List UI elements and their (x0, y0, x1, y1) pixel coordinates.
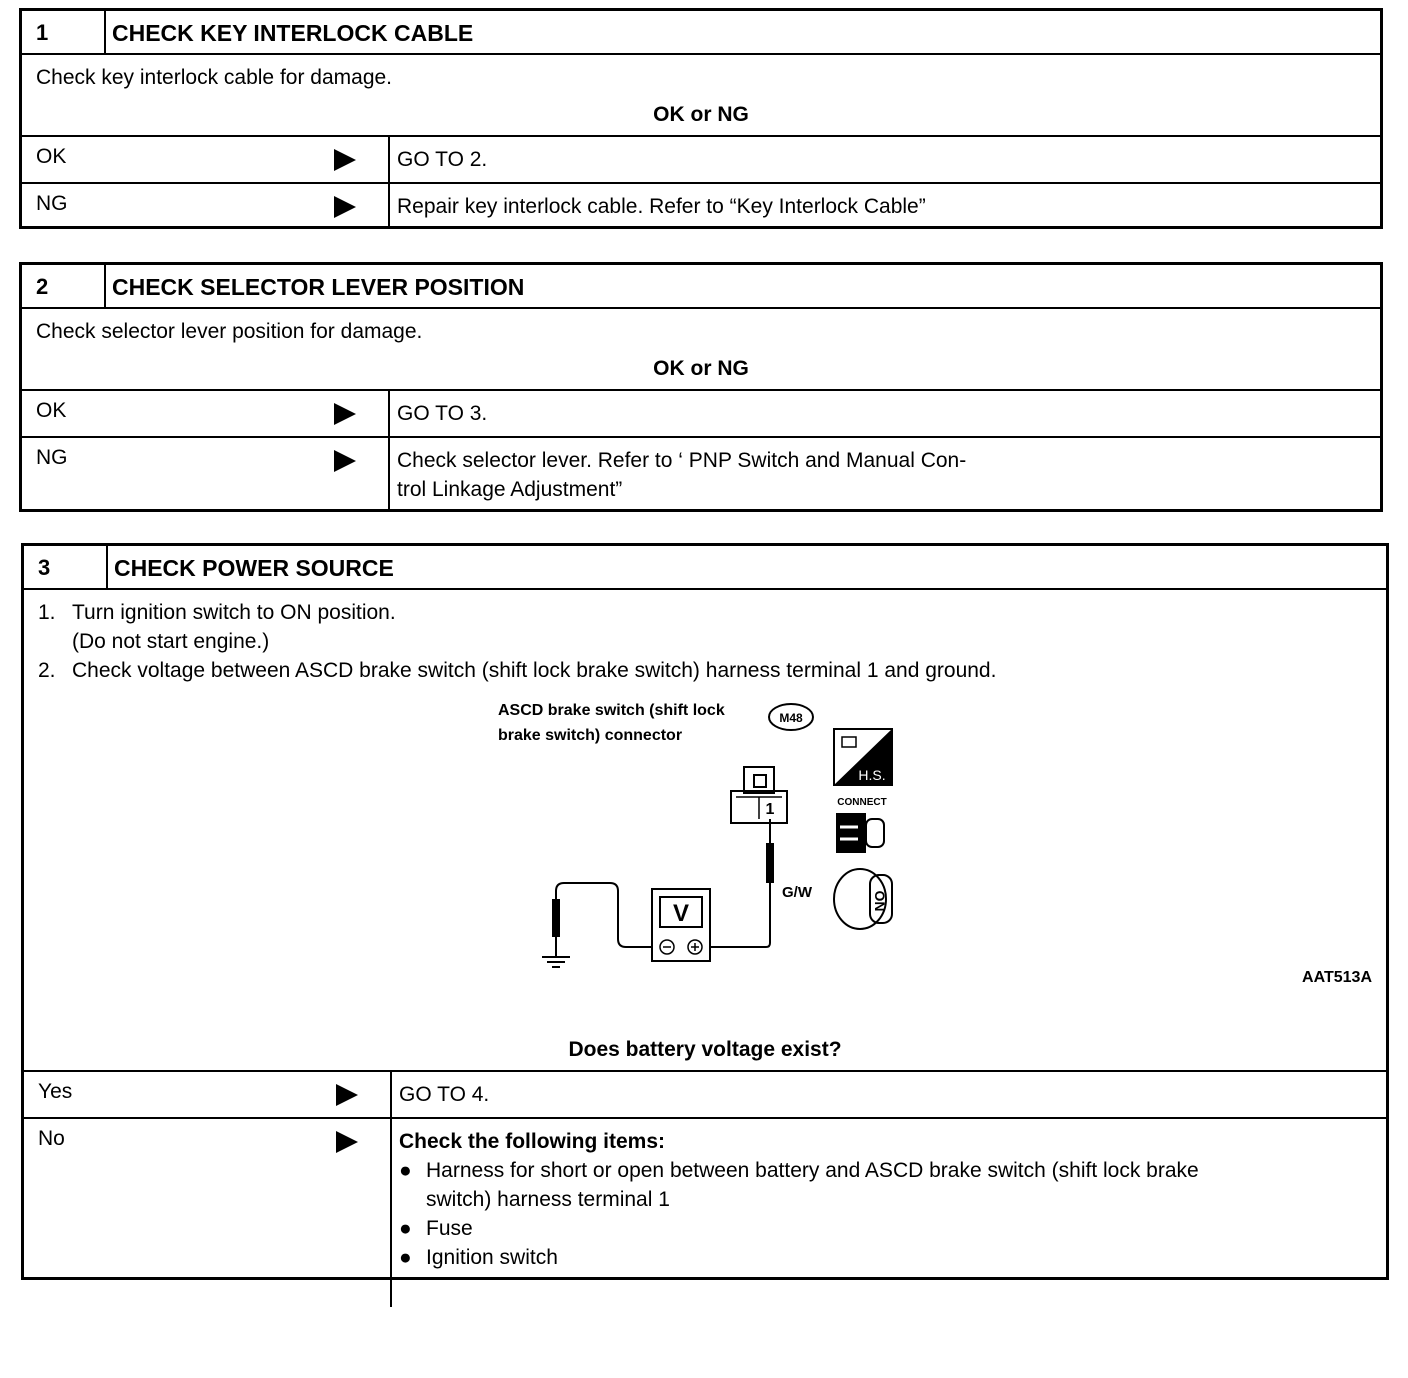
result-question: Does battery voltage exist? (568, 1038, 842, 1061)
result-action: GO TO 3. (397, 402, 488, 425)
probe-icon (766, 843, 774, 883)
result-label: NG (36, 446, 68, 469)
bullet-icon: ● (399, 1246, 412, 1269)
step-2-box (19, 262, 1383, 512)
step-1-box (19, 8, 1383, 229)
arrow-right-icon (334, 403, 356, 425)
result-row-ng (22, 438, 1380, 512)
ignition-on-label: ON (872, 890, 888, 912)
step-title: CHECK POWER SOURCE (114, 555, 394, 581)
step-body (24, 590, 1386, 1072)
list-item: ● Ignition switch (399, 1243, 1386, 1272)
wiring-diagram (24, 685, 1386, 1031)
result-row-ok (22, 137, 1380, 184)
procedure-step: 1. Turn ignition switch to ON position. (Do not start engine.) (38, 601, 396, 653)
step-header (22, 11, 1380, 55)
step-header (22, 265, 1380, 309)
result-question: OK or NG (653, 357, 749, 380)
result-label: NG (36, 192, 68, 215)
arrow-right-icon (336, 1084, 358, 1106)
bullet-icon: ● (399, 1217, 412, 1240)
result-row-no (24, 1119, 1386, 1307)
result-row-ng (22, 184, 1380, 229)
step-3-box (21, 543, 1389, 1280)
arrow-right-icon (334, 149, 356, 171)
arrow-right-icon (334, 450, 356, 472)
result-question: OK or NG (653, 103, 749, 126)
bullet-icon: ● (399, 1159, 412, 1182)
step-number: 1 (22, 11, 106, 53)
step-body (22, 309, 1380, 391)
arrow-right-icon (334, 196, 356, 218)
check-items-heading: Check the following items: (399, 1130, 666, 1153)
ground-probe-icon (552, 899, 560, 937)
connector-lock (744, 767, 774, 793)
step-title: CHECK KEY INTERLOCK CABLE (112, 20, 474, 46)
instruction: Check selector lever position for damage. (36, 320, 423, 343)
figure-code: AAT513A (1302, 969, 1372, 986)
result-label: OK (36, 145, 67, 168)
connect-icon (836, 813, 866, 853)
step-number: 3 (24, 546, 108, 588)
connector-label-line2: brake switch) connector (498, 727, 683, 744)
connector-code: M48 (779, 711, 803, 725)
result-label: OK (36, 399, 67, 422)
result-label: No (38, 1127, 65, 1150)
step-number: 2 (22, 265, 106, 307)
list-item: ● Fuse (399, 1214, 1386, 1243)
hs-label: H.S. (858, 767, 886, 783)
result-action: GO TO 2. (397, 148, 488, 171)
result-row-ok (22, 391, 1380, 438)
step-title: CHECK SELECTOR LEVER POSITION (112, 274, 525, 300)
procedure-step: 2. Check voltage between ASCD brake switch (shift lock brake switch) harness terminal 1 and ground. (38, 659, 997, 682)
procedure-list (38, 598, 1372, 685)
arrow-right-icon (336, 1131, 358, 1153)
connector-label-line1: ASCD brake switch (shift lock (498, 702, 725, 719)
result-action: Repair key interlock cable. Refer to “Key Interlock Cable” (397, 195, 926, 218)
instruction: Check key interlock cable for damage. (36, 66, 393, 89)
connect-label: CONNECT (837, 797, 887, 808)
result-row-yes (24, 1072, 1386, 1119)
wire-color-label: G/W (782, 884, 812, 901)
diagram-svg (24, 685, 1386, 1031)
result-action: Check selector lever. Refer to ‘ PNP Switch and Manual Con- trol Linkage Adjustment” (397, 449, 967, 501)
result-label: Yes (38, 1080, 73, 1103)
list-item: ● Harness for short or open between battery and ASCD brake switch (shift lock brake switch) harness terminal 1 (399, 1156, 1386, 1214)
terminal-number: 1 (765, 801, 775, 818)
result-action (392, 1119, 1386, 1307)
voltmeter-symbol: V (672, 900, 690, 927)
step-header (24, 546, 1386, 590)
step-body (22, 55, 1380, 137)
result-action: GO TO 4. (399, 1083, 490, 1106)
